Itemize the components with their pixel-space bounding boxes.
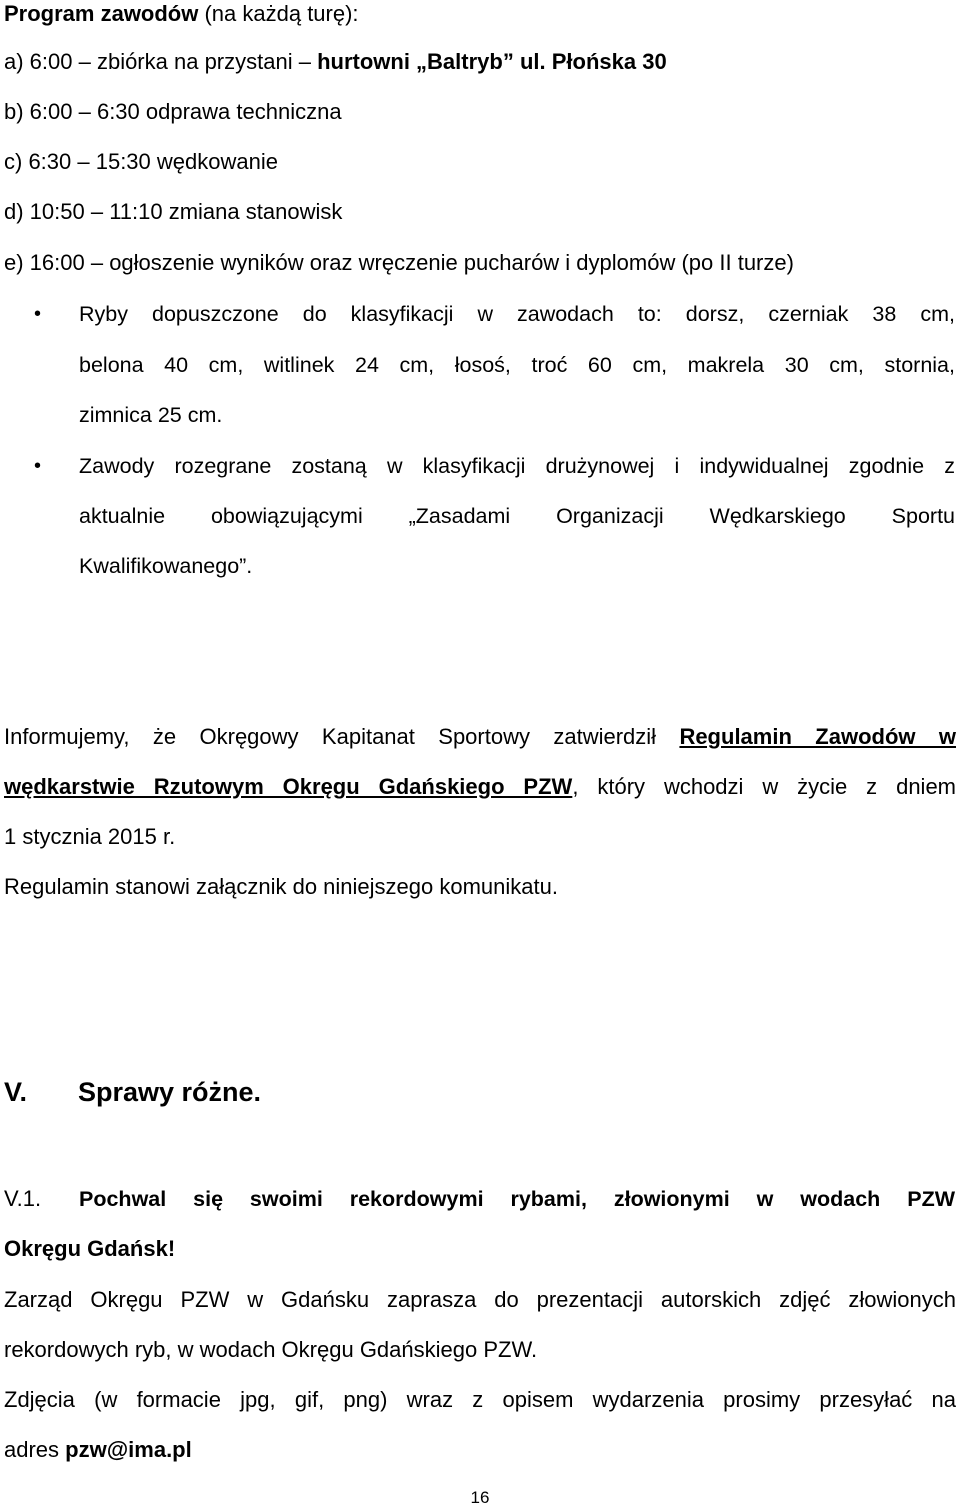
program-heading: [4, 1, 359, 27]
program-heading-rest: (na każdą turę):: [198, 1, 359, 26]
program-item-a: [4, 49, 667, 75]
section-number: V.: [4, 1077, 28, 1107]
info-line-1: [4, 724, 956, 750]
subsection-number: V.1.: [4, 1186, 42, 1211]
program-heading-bold: Program zawodów: [4, 1, 199, 26]
paragraph-2-line-2-text: adres: [4, 1437, 66, 1462]
regulation-link-part-2: wędkarstwie Rzutowym Okręgu Gdańskiego PZW: [4, 774, 573, 799]
program-item-b: b) 6:00 – 6:30 odprawa techniczna: [4, 99, 342, 124]
info-line-2: [4, 774, 956, 800]
bullet-2-line-2: aktualnie obowiązującymi „Zasadami Organizacji Wędkarskiego Sportu: [79, 504, 955, 528]
email-link[interactable]: pzw@ima.pl: [65, 1437, 192, 1462]
info-line-3: 1 stycznia 2015 r.: [4, 824, 176, 849]
program-item-d: d) 10:50 – 11:10 zmiana stanowisk: [4, 199, 343, 224]
page-number: 16: [470, 1488, 490, 1507]
paragraph-2-line-1: Zdjęcia (w formacie jpg, gif, png) wraz z opisem wydarzenia prosimy przesyłać na: [4, 1387, 956, 1412]
info-line-4: Regulamin stanowi załącznik do niniejszego komunikatu.: [4, 874, 558, 899]
subsection-title-line-1: Pochwal się swoimi rekordowymi rybami, złowionymi w wodach PZW: [79, 1187, 955, 1211]
program-item-a-location: hurtowni „Baltryb” ul. Płońska 30: [317, 49, 667, 74]
paragraph-2-line-2: [4, 1437, 192, 1463]
bullet-1-line-3: zimnica 25 cm.: [79, 403, 223, 427]
bullet-1-line-1: Ryby dopuszczone do klasyfikacji w zawodach to: dorsz, czerniak 38 cm,: [79, 302, 955, 326]
bullet-1-marker: •: [34, 303, 42, 325]
paragraph-1-line-1: Zarząd Okręgu PZW w Gdańsku zaprasza do prezentacji autorskich zdjęć złowionych: [4, 1287, 956, 1312]
section-title: Sprawy różne.: [78, 1077, 262, 1107]
program-item-e: e) 16:00 – ogłoszenie wyników oraz wręczenie pucharów i dyplomów (po II turze): [4, 250, 794, 275]
bullet-2-line-1: Zawody rozegrane zostaną w klasyfikacji drużynowej i indywidualnej zgodnie z: [79, 454, 955, 478]
bullet-2-line-3: Kwalifikowanego”.: [79, 554, 253, 578]
info-line-1-text: Informujemy, że Okręgowy Kapitanat Sportowy zatwierdził: [4, 724, 680, 749]
bullet-2-marker: •: [34, 455, 42, 477]
program-item-c: c) 6:30 – 15:30 wędkowanie: [4, 149, 278, 174]
subsection-title-line-2: Okręgu Gdańsk!: [4, 1236, 176, 1261]
regulation-link-part-1: Regulamin Zawodów w: [679, 724, 956, 749]
info-line-2-text: , który wchodzi w życie z dniem: [572, 774, 957, 799]
bullet-1-line-2: belona 40 cm, witlinek 24 cm, łosoś, troć 60 cm, makrela 30 cm, stornia,: [79, 353, 955, 377]
paragraph-1-line-2: rekordowych ryb, w wodach Okręgu Gdańskiego PZW.: [4, 1337, 538, 1362]
program-item-a-text: a) 6:00 – zbiórka na przystani –: [4, 49, 318, 74]
